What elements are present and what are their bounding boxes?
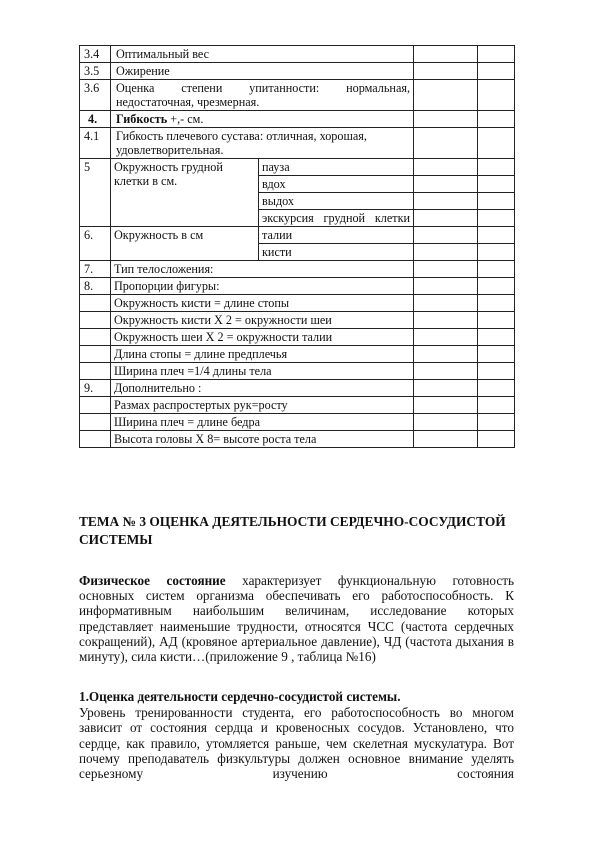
sub-label: выдох [259,193,414,210]
value-cell [478,63,515,80]
topic-title: ТЕМА № 3 ОЦЕНКА ДЕЯТЕЛЬНОСТИ СЕРДЕЧНО-СОСУДИСТОЙ СИСТЕМЫ [79,514,506,547]
value-cell [478,111,515,128]
value-cell [414,80,478,111]
value-cell [414,193,478,210]
value-cell [414,363,478,380]
row-number [80,414,111,431]
value-cell [478,227,515,244]
value-cell [478,193,515,210]
value-cell [478,329,515,346]
value-cell [414,380,478,397]
value-cell [478,397,515,414]
table-row [80,295,515,312]
table-row [80,111,515,128]
value-cell [478,176,515,193]
table-row [80,227,515,244]
value-cell [478,261,515,278]
value-cell [414,295,478,312]
section-cardiovascular [79,689,514,781]
value-cell [414,111,478,128]
physical-state-term: Физическое состояние [79,573,226,588]
row-number [80,346,111,363]
row-number: 3.5 [80,63,111,80]
row-label: Окружность кисти Х 2 = окружности шеи [111,312,414,329]
table-row [80,128,515,159]
row-label: Ширина плеч = длине бедра [111,414,414,431]
table-row [80,329,515,346]
row-label: Высота головы Х 8= высоте роста тела [111,431,414,448]
row-number: 4. [80,111,111,128]
row-number: 7. [80,261,111,278]
value-cell [414,329,478,346]
row-number [80,363,111,380]
value-cell [414,159,478,176]
row-number: 8. [80,278,111,295]
row-label: Окружность кисти = длине стопы [111,295,414,312]
row-number [80,295,111,312]
row-label: Ширина плеч =1/4 длины тела [111,363,414,380]
value-cell [414,46,478,63]
value-cell [414,346,478,363]
paragraph-physical-state [79,573,514,664]
row-label: Окружность шеи Х 2 = окружности талии [111,329,414,346]
value-cell [414,227,478,244]
table-row [80,312,515,329]
value-cell [414,261,478,278]
sub-label: кисти [259,244,414,261]
value-cell [478,278,515,295]
section-heading: 1.Оценка деятельности сердечно-сосудистой системы. [79,689,401,704]
sub-label: пауза [259,159,414,176]
table-row [80,46,515,63]
row-label [111,111,414,128]
sub-label: талии [259,227,414,244]
value-cell [414,210,478,227]
flexibility-label: Гибкость [116,112,168,126]
row-number: 6. [80,227,111,261]
physical-measurements-table [79,45,515,448]
row-label: Ожирение [111,63,414,80]
row-number: 5 [80,159,111,227]
row-number [80,431,111,448]
row-number: 4.1 [80,128,111,159]
sub-label: экскурсия грудной клетки [259,210,414,227]
row-label: Пропорции фигуры: [111,278,414,295]
row-label: Окружность в см [111,227,259,261]
table-row [80,380,515,397]
row-number [80,397,111,414]
row-label: Оценка степени упитанности: нормальная, недостаточная, чрезмерная. [111,80,414,111]
table-row [80,63,515,80]
row-label: Длина стопы = длине предплечья [111,346,414,363]
value-cell [414,244,478,261]
value-cell [478,346,515,363]
value-cell [414,397,478,414]
table-row [80,346,515,363]
value-cell [414,176,478,193]
section-text: Уровень тренированности студента, его работоспособность во многом зависит от состояния сердца и кровеносных сосудов. Установлено, что сердце, как правило, утомляется раньше, чем скелетная мускулатура. Вот почему преподаватель физкультуры должен основное внимание уделять серьезному изучению состояния [79,705,514,782]
value-cell [414,128,478,159]
value-cell [478,128,515,159]
value-cell [478,380,515,397]
table-row [80,278,515,295]
table-row [80,397,515,414]
row-number: 3.6 [80,80,111,111]
value-cell [478,159,515,176]
value-cell [414,431,478,448]
value-cell [478,244,515,261]
value-cell [478,431,515,448]
value-cell [414,312,478,329]
table-row [80,80,515,111]
table-row [80,261,515,278]
row-label: Гибкость плечевого сустава: отличная, хорошая, удовлетворительная. [111,128,414,159]
value-cell [478,295,515,312]
table-row [80,159,515,176]
row-number [80,312,111,329]
table-row [80,363,515,380]
flexibility-unit: +,- см. [167,112,204,126]
value-cell [414,63,478,80]
row-label: Размах распростертых рук=росту [111,397,414,414]
row-number: 9. [80,380,111,397]
physical-state-text: характеризует функциональную готовность основных систем организма обеспечивать его работоспособность. К информативным наибольшим величинам, исследование которых представляет наименьшие трудности, относятся ЧСС (частота сердечных сокращений), АД (кровяное артериальное давление), ЧД (частота дыхания в минуту), сила кисти…(приложение 9 , таблица №16) [79,573,514,665]
row-label: Окружность грудной клетки в см. [111,159,259,227]
row-label: Тип телосложения: [111,261,414,278]
value-cell [478,363,515,380]
table-row [80,414,515,431]
value-cell [414,414,478,431]
table-row [80,431,515,448]
value-cell [478,80,515,111]
sub-label: вдох [259,176,414,193]
row-label: Дополнительно : [111,380,414,397]
row-number [80,329,111,346]
value-cell [478,312,515,329]
value-cell [478,46,515,63]
value-cell [414,278,478,295]
value-cell [478,210,515,227]
row-label: Оптимальный вес [111,46,414,63]
value-cell [478,414,515,431]
row-number: 3.4 [80,46,111,63]
